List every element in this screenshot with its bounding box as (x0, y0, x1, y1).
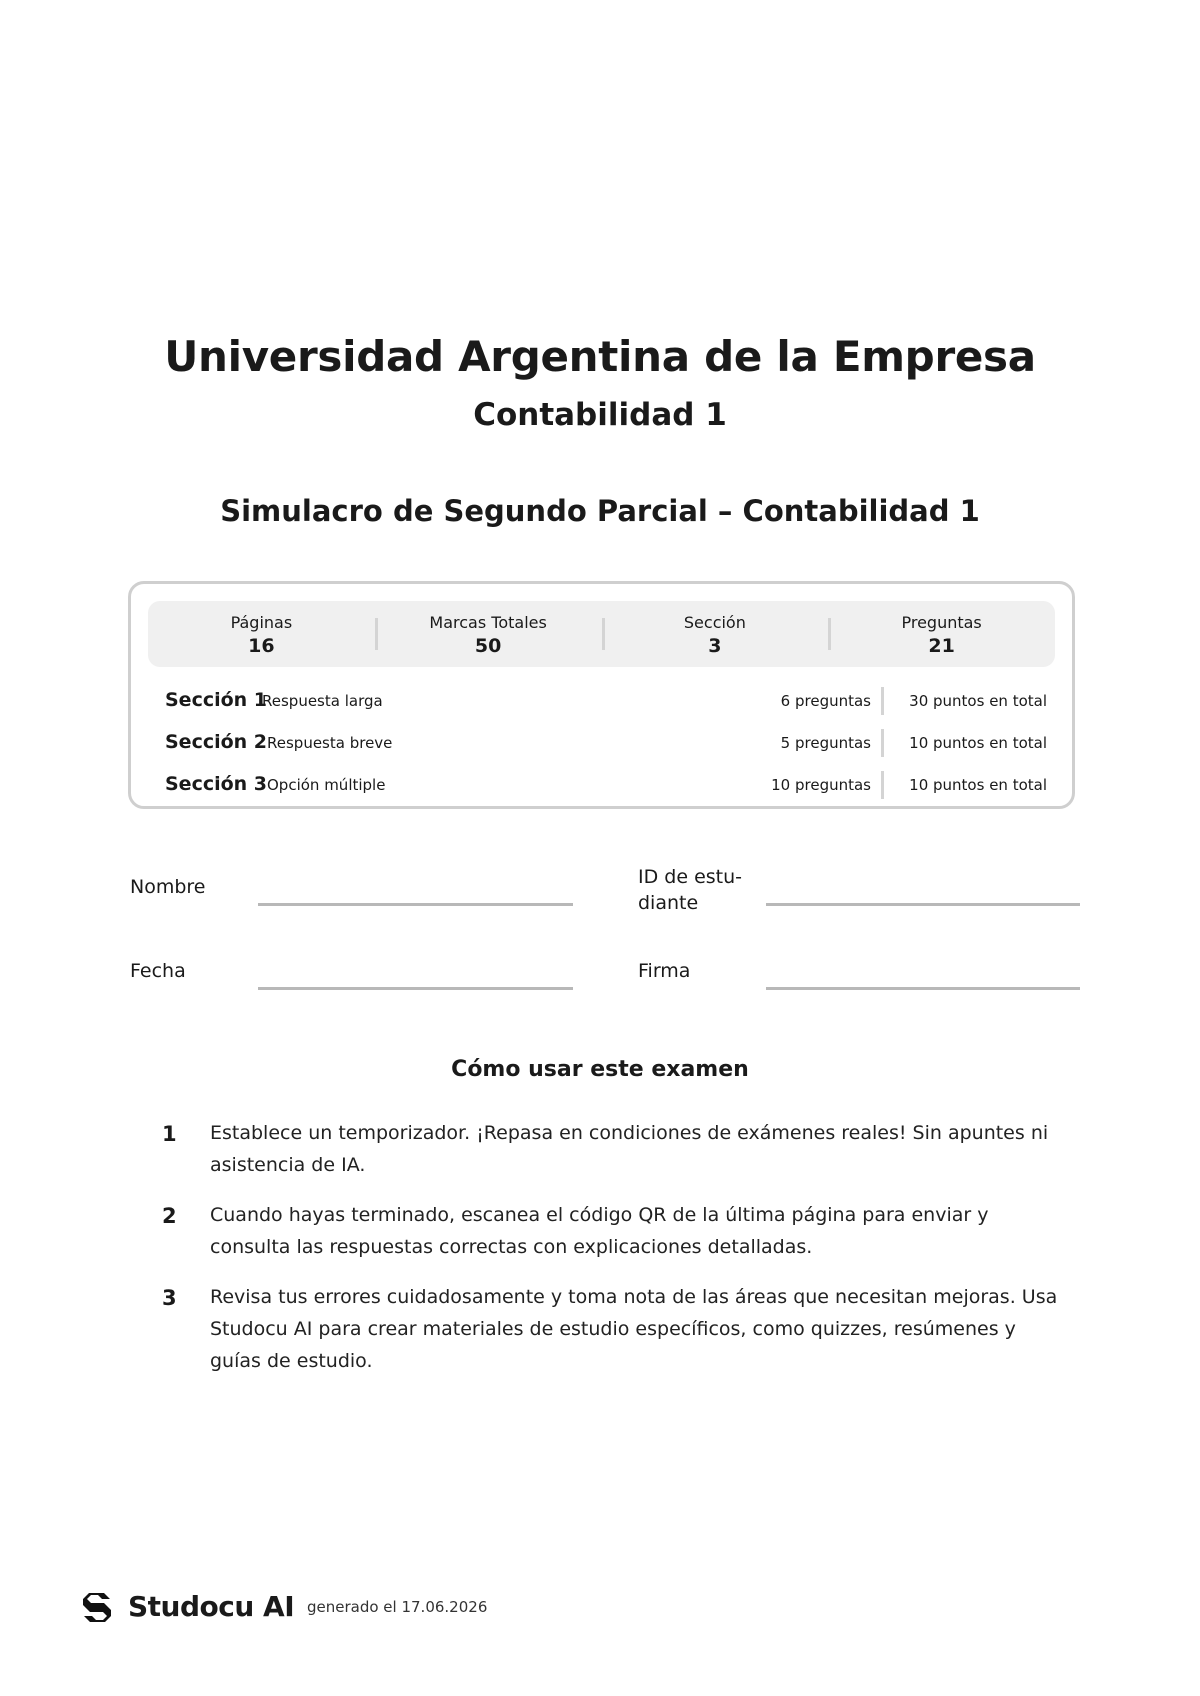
section-questions: 5 preguntas (780, 734, 871, 752)
stat-sections (602, 601, 829, 667)
section-points: 10 puntos en total (909, 776, 1047, 794)
course-title: Contabilidad 1 (473, 397, 727, 433)
step-number: 3 (162, 1286, 177, 1310)
section-type: Respuesta breve (267, 734, 393, 752)
date-field[interactable] (258, 987, 573, 990)
date-label: Fecha (130, 960, 186, 982)
student-id-field[interactable] (766, 903, 1080, 906)
instructions-title: Cómo usar este examen (451, 1057, 749, 1082)
step-number: 2 (162, 1204, 177, 1228)
section-divider (881, 687, 884, 715)
section-name: Sección 3 (165, 773, 268, 795)
studocu-logo-icon (80, 1590, 114, 1624)
stat-label: Sección (683, 613, 746, 632)
stat-value: 50 (474, 635, 502, 657)
brand-name: Studocu AI (128, 1590, 295, 1623)
section-points: 30 puntos en total (909, 692, 1047, 710)
section-name: Sección 1 (165, 689, 268, 711)
name-label: Nombre (130, 876, 206, 898)
university-title: Universidad Argentina de la Empresa (164, 332, 1036, 381)
stat-label: Marcas Totales (429, 613, 547, 632)
student-id-label-line: ID de estu- (638, 866, 742, 888)
student-id-label-line: diante (638, 892, 699, 914)
student-id-label (638, 864, 742, 916)
section-row-3 (165, 771, 1047, 801)
stat-questions (828, 601, 1055, 667)
step-number: 1 (162, 1122, 177, 1146)
section-type: Respuesta larga (262, 692, 383, 710)
section-questions: 10 preguntas (771, 776, 871, 794)
step-text: Revisa tus errores cuidadosamente y toma nota de las áreas que necesitan mejoras. Usa Studocu AI para crear materiales de estudio específicos, como quizzes, resúmenes y guías de estudio. (210, 1286, 1058, 1372)
section-divider (881, 771, 884, 799)
stat-value: 16 (248, 635, 275, 657)
section-row-2 (165, 729, 1047, 759)
step-text: Cuando hayas terminado, escanea el código QR de la última página para enviar y consulta las respuestas correctas con explicaciones detalladas. (210, 1204, 989, 1258)
signature-field[interactable] (766, 987, 1080, 990)
name-field[interactable] (258, 903, 573, 906)
stats-bar (148, 601, 1055, 667)
stat-label: Preguntas (901, 613, 982, 632)
stat-value: 21 (928, 635, 955, 657)
section-name: Sección 2 (165, 731, 268, 753)
exam-title: Simulacro de Segundo Parcial – Contabilidad 1 (220, 494, 980, 528)
section-points: 10 puntos en total (909, 734, 1047, 752)
stat-value: 3 (708, 635, 722, 657)
step-text: Establece un temporizador. ¡Repasa en condiciones de exámenes reales! Sin apuntes ni asistencia de IA. (210, 1122, 1049, 1176)
stat-pages (148, 601, 375, 667)
section-row-1 (165, 687, 1047, 717)
stat-total-marks (375, 601, 602, 667)
signature-label: Firma (638, 960, 691, 982)
section-type: Opción múltiple (267, 776, 386, 794)
stat-label: Páginas (230, 613, 293, 632)
section-divider (881, 729, 884, 757)
generated-date: generado el 17.06.2026 (307, 1598, 488, 1616)
exam-summary-card (128, 581, 1075, 809)
section-questions: 6 preguntas (780, 692, 871, 710)
